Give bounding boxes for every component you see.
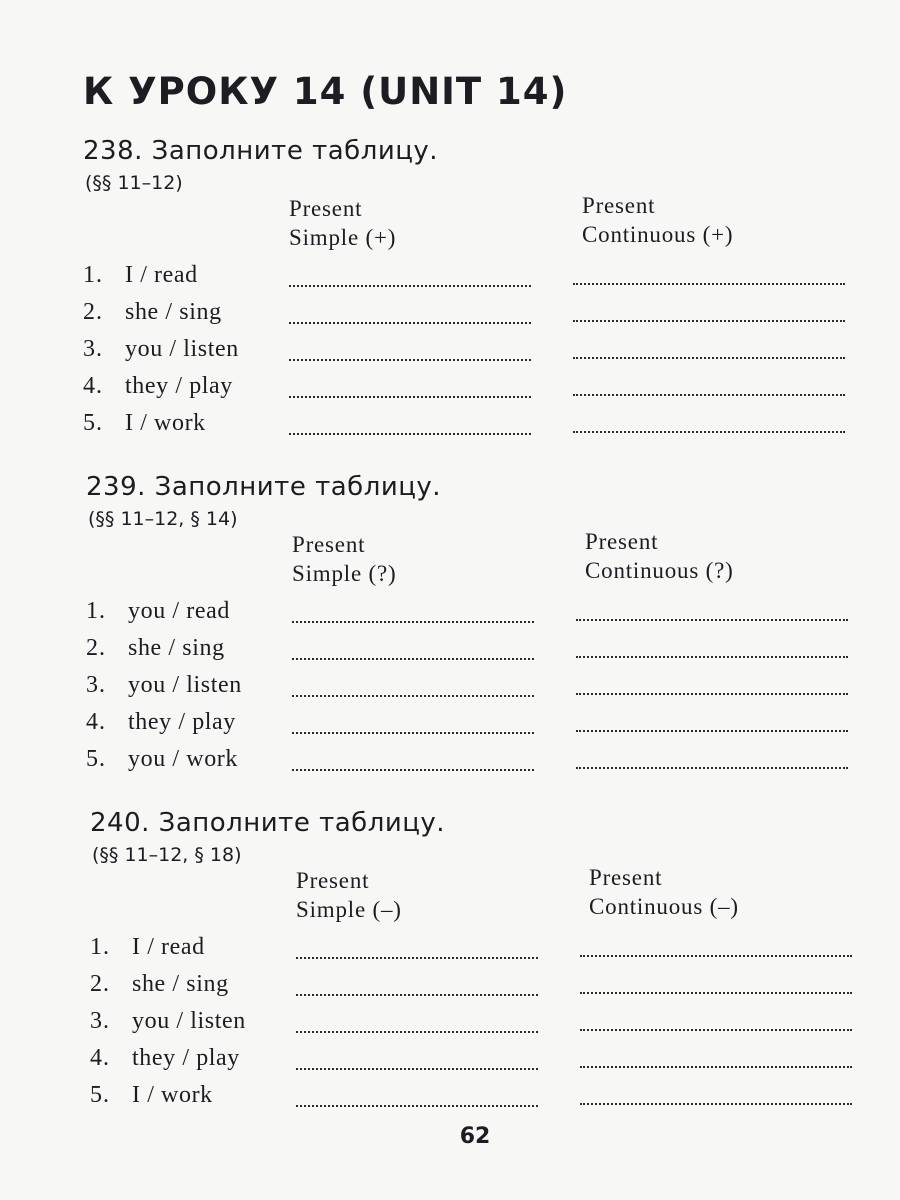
exercise-rows [90,934,890,1119]
exercise-238 [83,136,900,466]
table-row [90,971,890,1008]
row-number: 2. [86,635,106,661]
answer-blank-continuous[interactable] [573,431,845,433]
exercise-title: 238. Заполните таблицу. [83,136,439,166]
answer-blank-simple[interactable] [292,621,534,623]
answer-blank-continuous[interactable] [580,1066,852,1068]
answer-blank-continuous[interactable] [580,1103,852,1105]
answer-blank-simple[interactable] [289,285,531,287]
row-number: 1. [86,598,106,624]
table-row [86,635,886,672]
table-row [90,1045,890,1082]
row-prompt: I / read [125,262,198,288]
row-number: 3. [90,1008,110,1034]
column-header-simple: Present Simple (?) [292,532,397,586]
unit-title: К УРОКУ 14 (UNIT 14) [83,70,568,113]
row-prompt: you / listen [125,336,239,362]
row-number: 2. [83,299,103,325]
answer-blank-simple[interactable] [289,359,531,361]
row-prompt: I / read [132,934,205,960]
page-number: 62 [459,1124,491,1149]
answer-blank-simple[interactable] [289,433,531,435]
answer-blank-simple[interactable] [296,994,538,996]
exercise-reference: (§§ 11–12, § 14) [88,508,238,530]
answer-blank-continuous[interactable] [580,992,852,994]
answer-blank-continuous[interactable] [573,320,845,322]
answer-blank-continuous[interactable] [573,394,845,396]
answer-blank-continuous[interactable] [573,357,845,359]
answer-blank-continuous[interactable] [576,693,848,695]
row-prompt: she / sing [128,635,225,661]
exercise-reference: (§§ 11–12) [85,172,183,194]
answer-blank-continuous[interactable] [576,619,848,621]
row-number: 5. [86,746,106,772]
exercise-239 [86,472,900,802]
row-number: 4. [90,1045,110,1071]
exercise-reference: (§§ 11–12, § 18) [92,844,242,866]
answer-blank-simple[interactable] [292,769,534,771]
row-number: 5. [83,410,103,436]
answer-blank-simple[interactable] [292,658,534,660]
answer-blank-simple[interactable] [296,957,538,959]
row-prompt: you / listen [132,1008,246,1034]
row-prompt: she / sing [125,299,222,325]
table-row [83,336,883,373]
row-prompt: she / sing [132,971,229,997]
row-number: 3. [86,672,106,698]
row-number: 2. [90,971,110,997]
exercise-title: 239. Заполните таблицу. [86,472,442,502]
answer-blank-continuous[interactable] [576,656,848,658]
row-number: 1. [83,262,103,288]
exercise-rows [83,262,883,447]
table-row [83,262,883,299]
row-prompt: I / work [125,410,206,436]
row-number: 4. [83,373,103,399]
answer-blank-simple[interactable] [296,1031,538,1033]
exercise-240 [90,808,900,1138]
row-prompt: they / play [132,1045,240,1071]
column-header-continuous: Present Continuous (–) [589,865,739,919]
table-row [90,1008,890,1045]
table-row [90,934,890,971]
table-row [86,746,886,783]
answer-blank-continuous[interactable] [576,767,848,769]
exercise-title: 240. Заполните таблицу. [90,808,446,838]
row-number: 4. [86,709,106,735]
answer-blank-continuous[interactable] [573,283,845,285]
row-number: 3. [83,336,103,362]
row-number: 5. [90,1082,110,1108]
row-prompt: you / work [128,746,238,772]
table-row [83,373,883,410]
table-row [86,598,886,635]
answer-blank-simple[interactable] [296,1105,538,1107]
column-header-simple: Present Simple (+) [289,196,397,250]
column-header-continuous: Present Continuous (?) [585,529,734,583]
exercise-rows [86,598,886,783]
answer-blank-simple[interactable] [289,396,531,398]
column-header-continuous: Present Continuous (+) [582,193,734,247]
row-prompt: you / listen [128,672,242,698]
row-prompt: you / read [128,598,230,624]
answer-blank-simple[interactable] [289,322,531,324]
table-row [86,709,886,746]
answer-blank-simple[interactable] [292,732,534,734]
table-row [90,1082,890,1119]
answer-blank-simple[interactable] [292,695,534,697]
row-prompt: I / work [132,1082,213,1108]
answer-blank-simple[interactable] [296,1068,538,1070]
answer-blank-continuous[interactable] [576,730,848,732]
row-number: 1. [90,934,110,960]
table-row [83,410,883,447]
answer-blank-continuous[interactable] [580,1029,852,1031]
table-row [86,672,886,709]
table-row [83,299,883,336]
row-prompt: they / play [125,373,233,399]
column-header-simple: Present Simple (–) [296,868,402,922]
answer-blank-continuous[interactable] [580,955,852,957]
row-prompt: they / play [128,709,236,735]
